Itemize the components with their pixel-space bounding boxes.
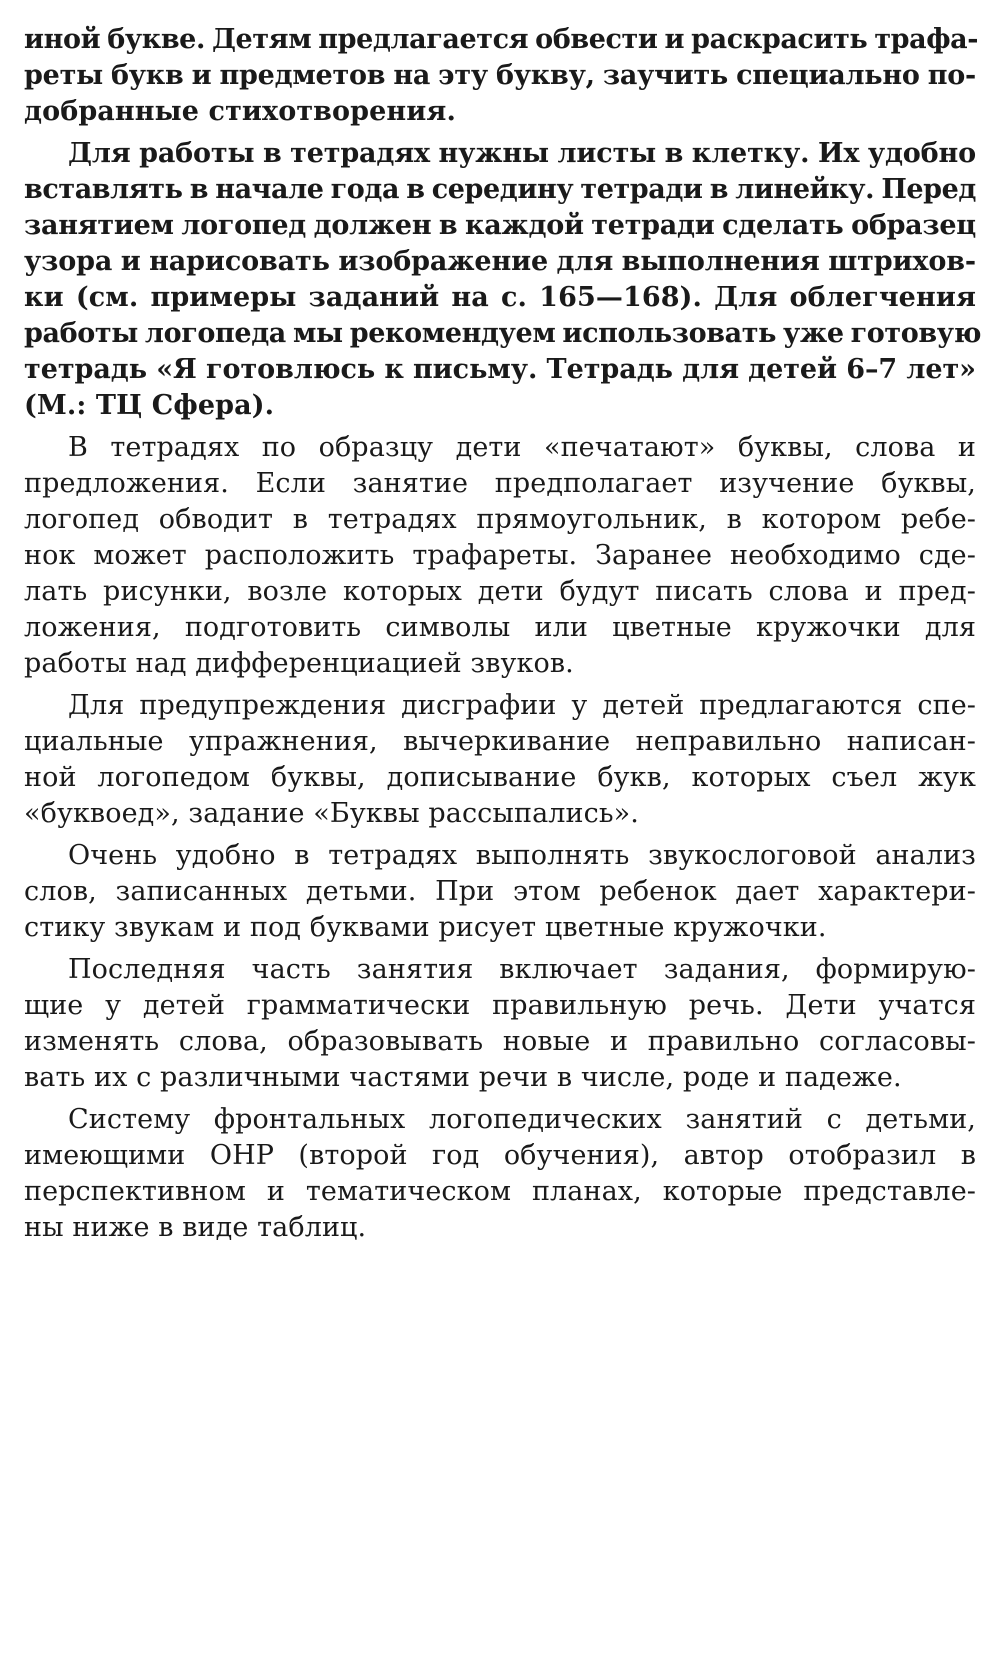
text-line: вать их с различными частями речи в числе, роде и падеже. [24,1062,902,1093]
text-line: Очень удобно в тетрадях выполнять звукослоговой анализ [68,840,976,871]
paragraph-6 [24,952,976,1096]
text-line: добранные стихотворения. [24,96,456,127]
text-line: логопед обводит в тетрадях прямоугольник, в котором ребе- [24,504,976,535]
text-line: Систему фронтальных логопедических занятий с детьми, [68,1104,976,1135]
text-line: В тетрадях по образцу дети «печатают» буквы, слова и [68,432,976,463]
text-line: работы логопеда мы рекомендуем использовать уже готовую [24,318,982,349]
text-line: тетрадь «Я готовлюсь к письму. Тетрадь для детей 6–7 лет» [24,354,976,385]
paragraph-2 [24,136,982,424]
text-line: слов, записанных детьми. При этом ребенок дает характери- [24,876,976,907]
text-line: перспективном и тематическом планах, которые представле- [24,1176,976,1207]
text-line: щие у детей грамматически правильную речь. Дети учатся [24,990,976,1021]
text-line: имеющими ОНР (второй год обучения), автор отобразил в [24,1140,976,1171]
text-line: вставлять в начале года в середину тетради в линейку. Перед [24,174,976,205]
text-line: Для работы в тетрадях нужны листы в клетку. Их удобно [68,138,976,169]
paragraph-5 [24,838,976,946]
text-line: работы над дифференциацией звуков. [24,648,574,679]
text-line: занятием логопед должен в каждой тетради сделать образец [24,210,976,241]
text-line: (М.: ТЦ Сфера). [24,390,275,421]
text-line: иной букве. Детям предлагается обвести и раскрасить трафа- [24,24,979,55]
text-line: узора и нарисовать изображение для выполнения штрихов- [24,246,976,277]
text-line: лать рисунки, возле которых дети будут писать слова и пред- [24,576,976,607]
paragraph-4 [24,688,976,832]
text-line: Для предупреждения дисграфии у детей предлагаются спе- [68,690,976,721]
text-line: нок может расположить трафареты. Заранее необходимо сде- [24,540,976,571]
text-line: ложения, подготовить символы или цветные кружочки для [24,612,976,643]
text-line: циальные упражнения, вычеркивание неправильно написан- [24,726,976,757]
text-line: ны ниже в виде таблиц. [24,1212,367,1243]
text-line: изменять слова, образовывать новые и правильно согласовы- [24,1026,976,1057]
text-line: стику звукам и под буквами рисует цветные кружочки. [24,912,827,943]
text-line: реты букв и предметов на эту букву, заучить специально по- [24,60,976,91]
text-line: ной логопедом буквы, дописывание букв, которых съел жук [24,762,976,793]
text-line: ки (см. примеры заданий на с. 165—168). Для облегчения [24,282,976,313]
body-text [24,22,982,1252]
paragraph-3 [24,430,976,682]
text-line: Последняя часть занятия включает задания, формирую- [68,954,976,985]
text-line: «буквоед», задание «Буквы рассыпались». [24,798,639,829]
text-line: предложения. Если занятие предполагает изучение буквы, [24,468,976,499]
paragraph-1 [24,22,979,130]
paragraph-7 [24,1102,976,1246]
